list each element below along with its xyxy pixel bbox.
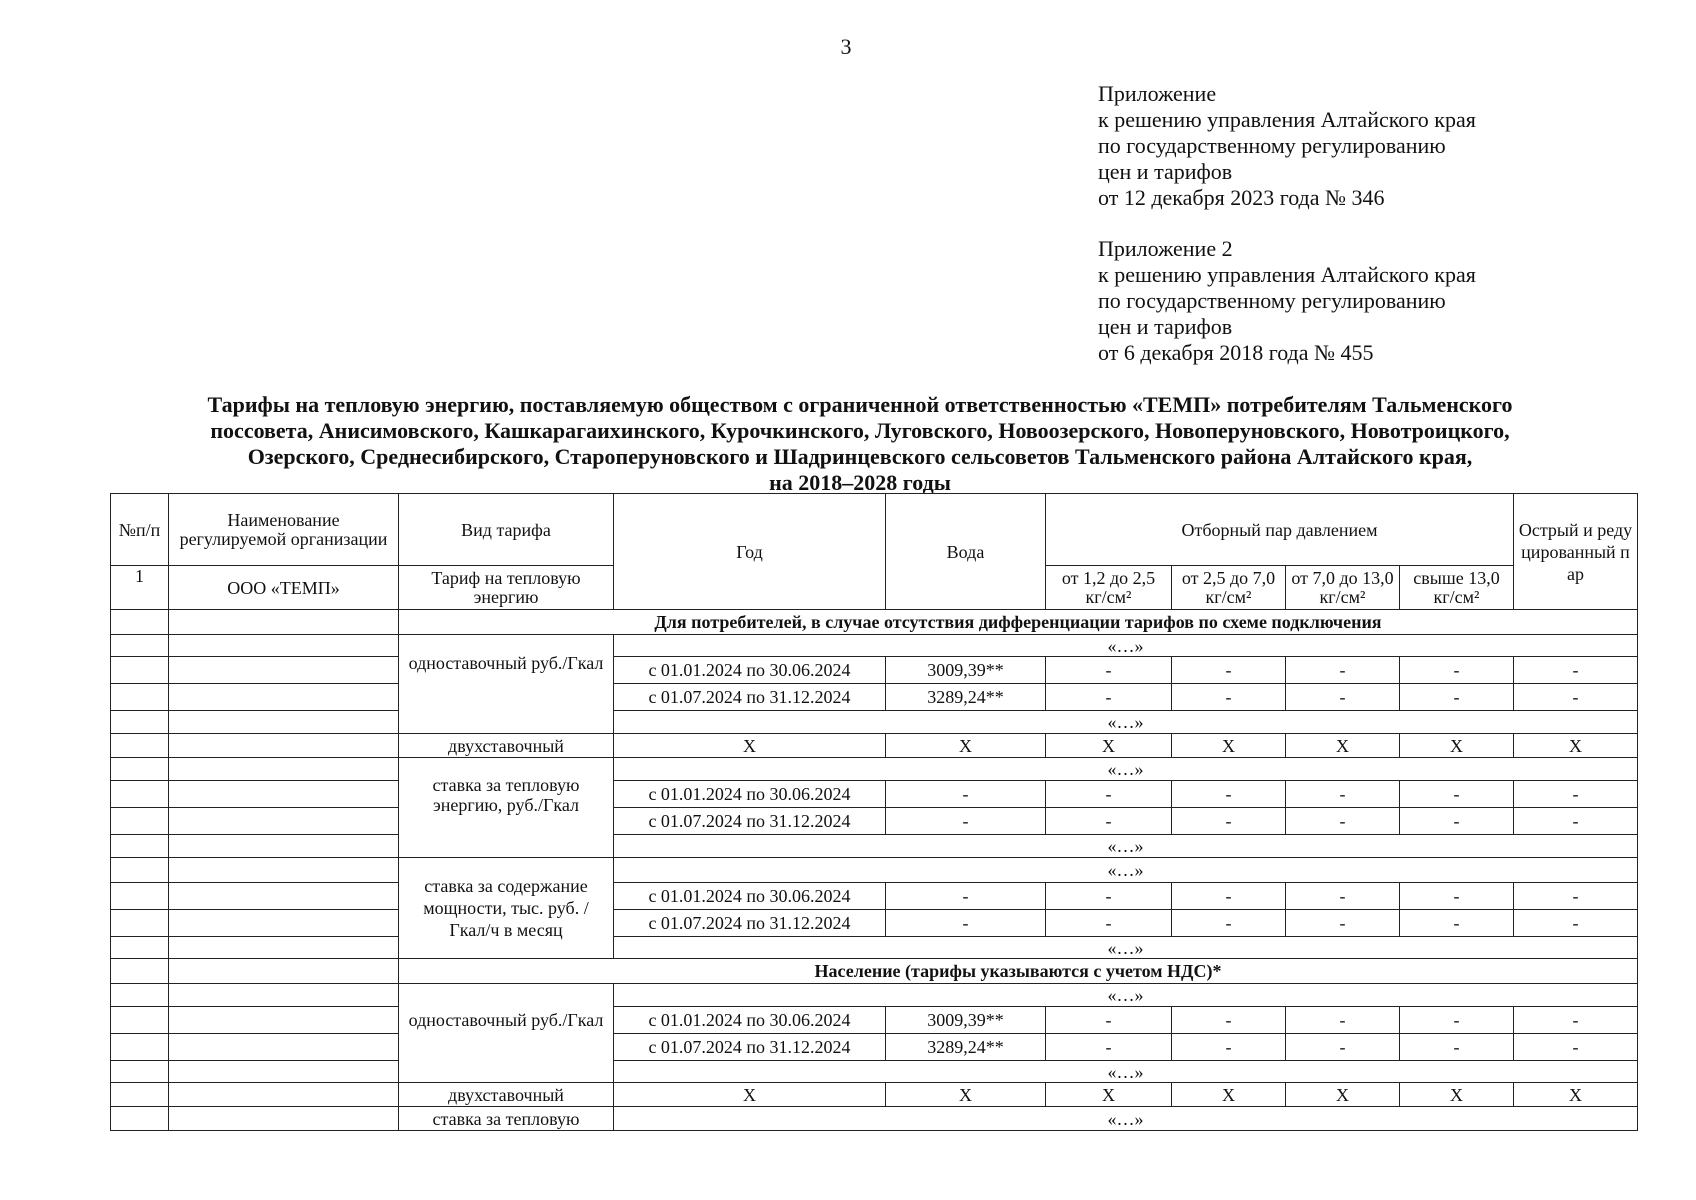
dash-cell: - bbox=[1172, 883, 1286, 910]
dash-cell: - bbox=[1514, 883, 1638, 910]
dash-cell: - bbox=[1286, 1007, 1400, 1034]
header-pressure-3: от 7,0 до 13,0 кг/см² bbox=[1286, 566, 1400, 610]
dash-cell: - bbox=[1172, 808, 1286, 835]
empty-cell bbox=[111, 711, 169, 734]
empty-cell bbox=[111, 610, 169, 635]
dash-cell: - bbox=[1400, 657, 1514, 684]
section-title: Население (тарифы указываются с учетом НДС)* bbox=[399, 959, 1638, 984]
empty-cell bbox=[169, 959, 399, 984]
dash-cell: - bbox=[1514, 1034, 1638, 1061]
header-num: №п/п bbox=[111, 494, 169, 566]
dash-cell: - bbox=[886, 883, 1046, 910]
dash-cell: - bbox=[1286, 808, 1400, 835]
dash-cell: - bbox=[1172, 1034, 1286, 1061]
empty-cell bbox=[169, 937, 399, 959]
empty-cell bbox=[169, 1007, 399, 1034]
tariff-two-rate: двухставочный bbox=[399, 1083, 614, 1107]
dash-cell: - bbox=[1046, 657, 1172, 684]
dash-cell: - bbox=[1286, 883, 1400, 910]
ellipsis-row: «…» bbox=[614, 758, 1638, 781]
header-sharp-steam: Острый и редуцированный пар bbox=[1514, 494, 1638, 610]
empty-cell bbox=[169, 858, 399, 883]
header-water: Вода bbox=[886, 494, 1046, 610]
empty-cell bbox=[111, 937, 169, 959]
x-cell: X bbox=[1046, 1083, 1172, 1107]
empty-cell bbox=[111, 758, 169, 781]
title-line: поссовета, Анисимовского, Кашкарагаихинского, Курочкинского, Луговского, Новоозерского, Новоперуновского, Новотроицкого, bbox=[210, 418, 1510, 443]
empty-cell bbox=[111, 1083, 169, 1107]
document-title bbox=[110, 392, 1610, 496]
tariff-two-rate: двухставочный bbox=[399, 734, 614, 758]
tariff-capacity-rate: ставка за содержание мощности, тыс. руб. /Гкал/ч в месяц bbox=[399, 858, 614, 959]
header-org: Наименование регулируемой организации bbox=[169, 494, 399, 566]
empty-cell bbox=[111, 781, 169, 808]
x-cell: X bbox=[1286, 734, 1400, 758]
x-cell: X bbox=[886, 734, 1046, 758]
tariff-table bbox=[110, 493, 1638, 1131]
empty-cell bbox=[111, 684, 169, 711]
x-cell: X bbox=[614, 734, 886, 758]
dash-cell: - bbox=[1046, 1034, 1172, 1061]
organization-name: ООО «ТЕМП» bbox=[169, 566, 399, 610]
appendix-line: по государственному регулированию bbox=[1098, 133, 1446, 158]
appendix-line: к решению управления Алтайского края bbox=[1098, 262, 1476, 287]
empty-cell bbox=[111, 835, 169, 858]
dash-cell: - bbox=[1172, 684, 1286, 711]
header-year: Год bbox=[614, 494, 886, 610]
header-pressure-2: от 2,5 до 7,0 кг/см² bbox=[1172, 566, 1286, 610]
title-line: Тарифы на тепловую энергию, поставляемую обществом с ограниченной ответственностью «ТЕМП» потребителям Тальменского bbox=[207, 392, 1513, 417]
header-steam-group: Отборный пар давлением bbox=[1046, 494, 1514, 566]
dash-cell: - bbox=[1286, 657, 1400, 684]
dash-cell: - bbox=[1514, 910, 1638, 937]
dash-cell: - bbox=[1514, 1007, 1638, 1034]
period-cell: с 01.07.2024 по 31.12.2024 bbox=[614, 808, 886, 835]
x-cell: X bbox=[1400, 1083, 1514, 1107]
dash-cell: - bbox=[1400, 684, 1514, 711]
section-title: Для потребителей, в случае отсутствия дифференциации тарифов по схеме подключения bbox=[399, 610, 1638, 635]
dash-cell: - bbox=[1400, 883, 1514, 910]
dash-cell: - bbox=[1514, 808, 1638, 835]
empty-cell bbox=[169, 657, 399, 684]
appendix-line: Приложение bbox=[1098, 81, 1217, 106]
dash-cell: - bbox=[1046, 808, 1172, 835]
ellipsis-row: «…» bbox=[614, 1061, 1638, 1083]
empty-cell bbox=[169, 1107, 399, 1131]
dash-cell: - bbox=[886, 781, 1046, 808]
appendix-line: Приложение 2 bbox=[1098, 236, 1233, 261]
empty-cell bbox=[111, 984, 169, 1007]
empty-cell bbox=[169, 734, 399, 758]
dash-cell: - bbox=[1286, 910, 1400, 937]
dash-cell: - bbox=[1286, 684, 1400, 711]
empty-cell bbox=[111, 1061, 169, 1083]
water-value: 3009,39** bbox=[886, 657, 1046, 684]
dash-cell: - bbox=[1286, 781, 1400, 808]
dash-cell: - bbox=[1046, 781, 1172, 808]
period-cell: с 01.01.2024 по 30.06.2024 bbox=[614, 657, 886, 684]
x-cell: X bbox=[1400, 734, 1514, 758]
empty-cell bbox=[111, 883, 169, 910]
ellipsis-row: «…» bbox=[614, 984, 1638, 1007]
dash-cell: - bbox=[1286, 1034, 1400, 1061]
dash-cell: - bbox=[1172, 910, 1286, 937]
empty-cell bbox=[111, 1107, 169, 1131]
tariff-heat-rate: ставка за тепловую bbox=[399, 1107, 614, 1131]
ellipsis-row: «…» bbox=[614, 858, 1638, 883]
appendix-line: к решению управления Алтайского края bbox=[1098, 107, 1476, 132]
empty-cell bbox=[169, 635, 399, 657]
empty-cell bbox=[111, 959, 169, 984]
period-cell: с 01.01.2024 по 30.06.2024 bbox=[614, 883, 886, 910]
period-cell: с 01.01.2024 по 30.06.2024 bbox=[614, 781, 886, 808]
period-cell: с 01.01.2024 по 30.06.2024 bbox=[614, 1007, 886, 1034]
dash-cell: - bbox=[1514, 781, 1638, 808]
empty-cell bbox=[111, 858, 169, 883]
appendix-line: цен и тарифов bbox=[1098, 314, 1233, 339]
dash-cell: - bbox=[1046, 910, 1172, 937]
empty-cell bbox=[169, 808, 399, 835]
appendix-line: по государственному регулированию bbox=[1098, 288, 1446, 313]
row-number: 1 bbox=[111, 566, 169, 610]
dash-cell: - bbox=[1400, 910, 1514, 937]
empty-cell bbox=[111, 808, 169, 835]
ellipsis-row: «…» bbox=[614, 1107, 1638, 1131]
water-value: 3289,24** bbox=[886, 684, 1046, 711]
dash-cell: - bbox=[1400, 1034, 1514, 1061]
dash-cell: - bbox=[1046, 684, 1172, 711]
x-cell: X bbox=[614, 1083, 886, 1107]
appendix-line: от 6 декабря 2018 года № 455 bbox=[1098, 340, 1374, 365]
title-line: на 2018–2028 годы bbox=[769, 470, 951, 495]
header-pressure-1: от 1,2 до 2,5 кг/см² bbox=[1046, 566, 1172, 610]
empty-cell bbox=[169, 1034, 399, 1061]
appendix-line: цен и тарифов bbox=[1098, 159, 1233, 184]
empty-cell bbox=[169, 835, 399, 858]
title-line: Озерского, Среднесибирского, Староперуновского и Шадринцевского сельсоветов Тальменского района Алтайского края, bbox=[247, 444, 1473, 469]
empty-cell bbox=[111, 1034, 169, 1061]
empty-cell bbox=[111, 657, 169, 684]
dash-cell: - bbox=[1046, 1007, 1172, 1034]
x-cell: X bbox=[1286, 1083, 1400, 1107]
ellipsis-row: «…» bbox=[614, 835, 1638, 858]
x-cell: X bbox=[1514, 734, 1638, 758]
appendix-line: от 12 декабря 2023 года № 346 bbox=[1098, 185, 1385, 210]
empty-cell bbox=[111, 1007, 169, 1034]
ellipsis-row: «…» bbox=[614, 937, 1638, 959]
empty-cell bbox=[169, 883, 399, 910]
x-cell: X bbox=[1172, 734, 1286, 758]
appendix-note-original bbox=[1098, 236, 1658, 366]
empty-cell bbox=[111, 635, 169, 657]
dash-cell: - bbox=[1514, 657, 1638, 684]
period-cell: с 01.07.2024 по 31.12.2024 bbox=[614, 910, 886, 937]
water-value: 3289,24** bbox=[886, 1034, 1046, 1061]
empty-cell bbox=[111, 734, 169, 758]
dash-cell: - bbox=[1400, 1007, 1514, 1034]
empty-cell bbox=[169, 984, 399, 1007]
dash-cell: - bbox=[886, 808, 1046, 835]
ellipsis-row: «…» bbox=[614, 711, 1638, 734]
empty-cell bbox=[111, 910, 169, 937]
dash-cell: - bbox=[1400, 808, 1514, 835]
empty-cell bbox=[169, 1061, 399, 1083]
dash-cell: - bbox=[886, 910, 1046, 937]
dash-cell: - bbox=[1172, 781, 1286, 808]
water-value: 3009,39** bbox=[886, 1007, 1046, 1034]
x-cell: X bbox=[1514, 1083, 1638, 1107]
empty-cell bbox=[169, 758, 399, 781]
x-cell: X bbox=[886, 1083, 1046, 1107]
empty-cell bbox=[169, 781, 399, 808]
empty-cell bbox=[169, 610, 399, 635]
ellipsis-row: «…» bbox=[614, 635, 1638, 657]
tariff-heat-rate: ставка за тепловую энергию, руб./Гкал bbox=[399, 758, 614, 858]
header-type: Вид тарифа bbox=[399, 494, 614, 566]
tariff-one-rate: одноставочный руб./Гкал bbox=[399, 635, 614, 734]
dash-cell: - bbox=[1046, 883, 1172, 910]
empty-cell bbox=[169, 684, 399, 711]
dash-cell: - bbox=[1514, 684, 1638, 711]
dash-cell: - bbox=[1400, 781, 1514, 808]
page-number: 3 bbox=[840, 34, 852, 59]
x-cell: X bbox=[1046, 734, 1172, 758]
dash-cell: - bbox=[1172, 657, 1286, 684]
empty-cell bbox=[169, 1083, 399, 1107]
period-cell: с 01.07.2024 по 31.12.2024 bbox=[614, 684, 886, 711]
empty-cell bbox=[169, 711, 399, 734]
tariff-type-main: Тариф на тепловую энергию bbox=[399, 566, 614, 610]
header-pressure-4: свыше 13,0 кг/см² bbox=[1400, 566, 1514, 610]
dash-cell: - bbox=[1172, 1007, 1286, 1034]
appendix-note-current bbox=[1098, 81, 1658, 211]
x-cell: X bbox=[1172, 1083, 1286, 1107]
tariff-one-rate: одноставочный руб./Гкал bbox=[399, 984, 614, 1083]
empty-cell bbox=[169, 910, 399, 937]
period-cell: с 01.07.2024 по 31.12.2024 bbox=[614, 1034, 886, 1061]
